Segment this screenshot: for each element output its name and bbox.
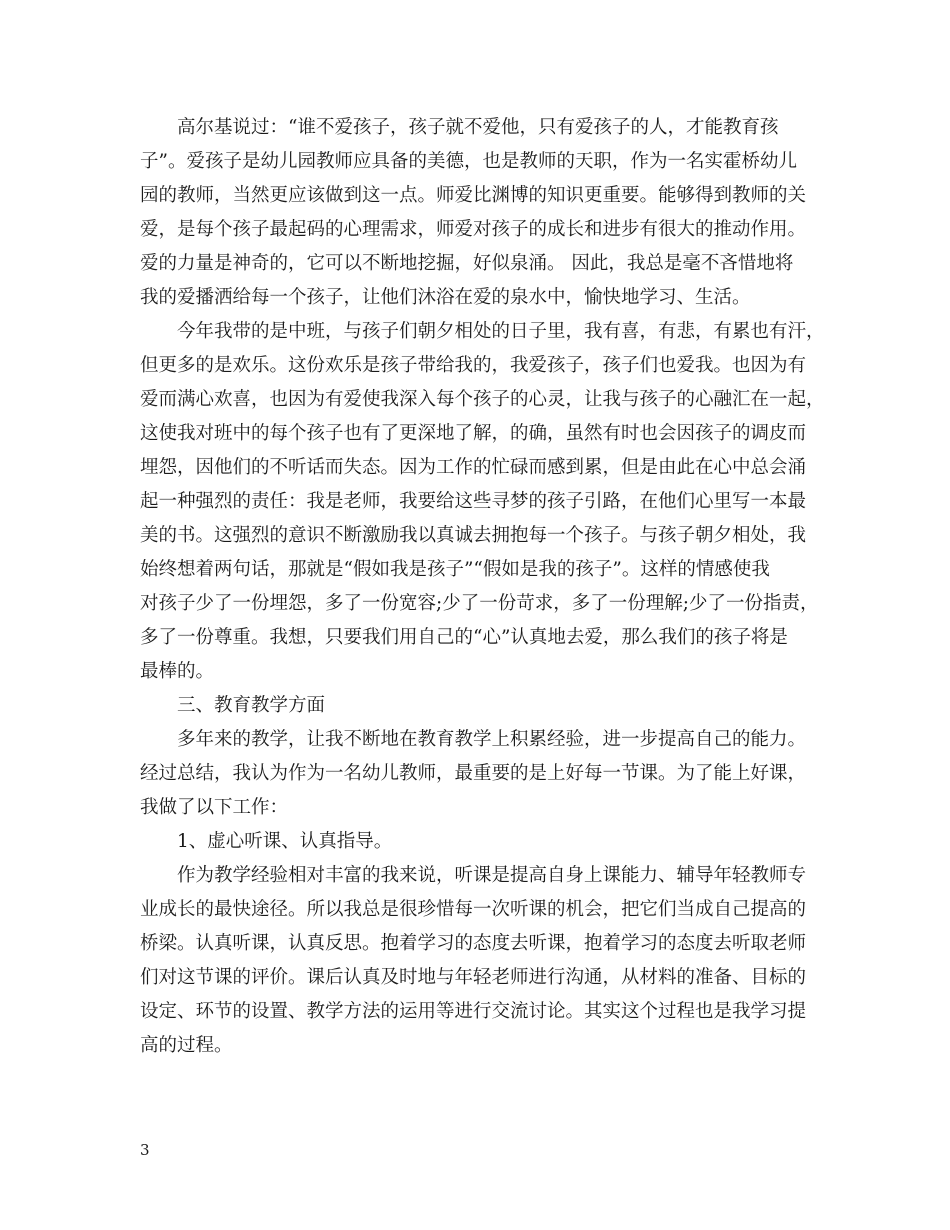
text-line: 业成长的最快途径。所以我总是很珍惜每一次听课的机会，把它们当成自己提高的 bbox=[140, 899, 807, 920]
paragraph bbox=[140, 315, 825, 689]
text-line: 始终想着两句话，那就是“假如我是孩子”“假如是我的孩子”。这样的情感使我 bbox=[140, 559, 770, 580]
text-line: 园的教师，当然更应该做到这一点。师爱比渊博的知识更重要。能够得到教师的关 bbox=[140, 185, 807, 206]
text-line: 爱，是每个孩子最起码的心理需求，师爱对孩子的成长和进步有很大的推动作用。 bbox=[140, 219, 807, 240]
text-line: 高尔基说过：“谁不爱孩子，孩子就不爱他，只有爱孩子的人，才能教育孩 bbox=[177, 117, 779, 138]
text-line: 这使我对班中的每个孩子也有了更深地了解，的确，虽然有时也会因孩子的调皮而 bbox=[140, 423, 807, 444]
section-heading bbox=[140, 689, 820, 723]
page-number: 3 bbox=[140, 1141, 150, 1159]
paragraph bbox=[140, 859, 820, 1063]
text-line: 我的爱播洒给每一个孩子，让他们沐浴在爱的泉水中，愉快地学习、生活。 bbox=[140, 287, 751, 308]
text-line: 爱的力量是神奇的，它可以不断地挖掘，好似泉涌。 因此，我总是毫不吝惜地将 bbox=[140, 253, 794, 274]
text-line: 作为教学经验相对丰富的我来说，听课是提高自身上课能力、辅导年轻教师专 bbox=[177, 865, 807, 886]
paragraph bbox=[140, 723, 820, 825]
text-line: 多了一份尊重。我想，只要我们用自己的“心”认真地去爱，那么我们的孩子将是 bbox=[140, 627, 788, 648]
subsection-heading bbox=[140, 825, 820, 859]
text-line: 今年我带的是中班，与孩子们朝夕相处的日子里，我有喜，有悲，有累也有汗， bbox=[177, 321, 825, 342]
text-line: 设定、环节的设置、教学方法的运用等进行交流讨论。其实这个过程也是我学习提 bbox=[140, 1001, 807, 1022]
text-line: 爱而满心欢喜，也因为有爱使我深入每个孩子的心灵，让我与孩子的心融汇在一起， bbox=[140, 389, 825, 410]
text-line: 1、虚心听课、认真指导。 bbox=[177, 831, 393, 852]
text-line: 但更多的是欢乐。这份欢乐是孩子带给我的，我爱孩子，孩子们也爱我。也因为有 bbox=[140, 355, 807, 376]
text-line: 起一种强烈的责任：我是老师，我要给这些寻梦的孩子引路，在他们心里写一本最 bbox=[140, 491, 807, 512]
text-line: 子”。爱孩子是幼儿园教师应具备的美德，也是教师的天职，作为一名实霍桥幼儿 bbox=[140, 151, 797, 172]
text-line: 美的书。这强烈的意识不断激励我以真诚去拥抱每一个孩子。与孩子朝夕相处，我 bbox=[140, 525, 807, 546]
text-line: 我做了以下工作： bbox=[140, 797, 289, 818]
paragraph bbox=[140, 111, 820, 315]
text-line: 最棒的。 bbox=[140, 661, 215, 682]
text-line: 桥梁。认真听课，认真反思。抱着学习的态度去听课，抱着学习的态度去听取老师 bbox=[140, 933, 807, 954]
document-body bbox=[140, 111, 825, 1063]
text-line: 们对这节课的评价。课后认真及时地与年轻老师进行沟通，从材料的准备、目标的 bbox=[140, 967, 807, 988]
text-line: 经过总结，我认为作为一名幼儿教师，最重要的是上好每一节课。为了能上好课， bbox=[140, 763, 807, 784]
text-line: 埋怨，因他们的不听话而失态。因为工作的忙碌而感到累，但是由此在心中总会涌 bbox=[140, 457, 807, 478]
text-line: 对孩子少了一份埋怨，多了一份宽容;少了一份苛求，多了一份理解;少了一份指责， bbox=[140, 593, 819, 614]
text-line: 多年来的教学，让我不断地在教育教学上积累经验，进一步提高自己的能力。 bbox=[177, 729, 807, 750]
text-line: 三、教育教学方面 bbox=[177, 695, 326, 716]
text-line: 高的过程。 bbox=[140, 1035, 233, 1056]
